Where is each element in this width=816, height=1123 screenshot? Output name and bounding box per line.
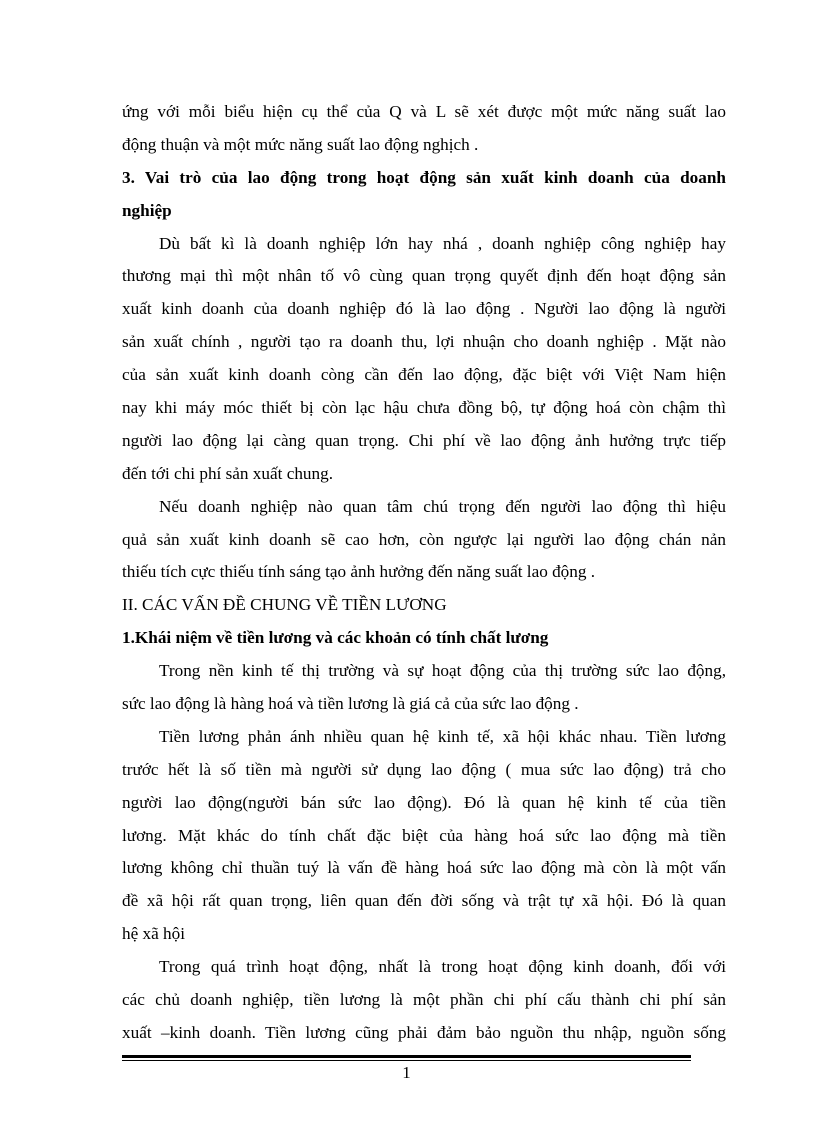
body-line-14: quả sản xuất kinh doanh sẽ cao hơn, còn ngược lại người lao động chán nản — [122, 529, 726, 549]
section-heading-3-continued: nghiệp — [122, 200, 172, 220]
body-line-13: Nếu doanh nghiệp nào quan tâm chú trọng đến người lao động thì hiệu — [159, 496, 726, 516]
subsection-heading-1: 1.Khái niệm về tiền lương và các khoản có tính chất lương — [122, 628, 549, 648]
body-line-9: của sản xuất kinh doanh còng cần đến lao động, đặc biệt với Việt Nam hiện — [122, 365, 726, 385]
body-line-23: lương. Mặt khác do tính chất đặc biệt của hàng hoá sức lao động mà tiền — [122, 825, 726, 845]
body-line-21: trước hết là số tiền mà người sử dụng lao động ( mua sức lao động) trả cho — [122, 759, 726, 779]
section-heading-ii: II. CÁC VẤN ĐỀ CHUNG VỀ TIỀN LƯƠNG — [122, 595, 447, 615]
body-line-18: Trong nền kinh tế thị trường và sự hoạt động của thị trường sức lao động, — [159, 661, 726, 681]
body-line-6: thương mại thì một nhân tố vô cùng quan trọng quyết định đến hoạt động sản — [122, 266, 726, 286]
body-line-29: xuất –kinh doanh. Tiền lương cũng phải đảm bảo nguồn thu nhập, nguồn sống — [122, 1022, 726, 1042]
body-line-1: ứng với mỗi biểu hiện cụ thể của Q và L sẽ xét được một mức năng suất lao — [122, 102, 726, 121]
footer-divider-thin — [122, 1060, 691, 1061]
body-line-25: đề xã hội rất quan trọng, liên quan đến đời sống và trật tự xã hội. Đó là quan — [122, 891, 726, 911]
body-line-7: xuất kinh doanh của doanh nghiệp đó là lao động . Người lao động là người — [122, 299, 726, 319]
body-line-22: người lao động(người bán sức lao động). Đó là quan hệ kinh tế của tiền — [122, 792, 726, 812]
body-line-2: động thuận và một mức năng suất lao động nghịch . — [122, 134, 479, 154]
body-line-5: Dù bất kì là doanh nghiệp lớn hay nhá , doanh nghiệp công nghiệp hay — [159, 233, 726, 253]
body-line-27: Trong quá trình hoạt động, nhất là trong hoạt động kinh doanh, đối với — [159, 957, 726, 977]
section-heading-3: 3. Vai trò của lao động trong hoạt động sản xuất kinh doanh của doanh — [122, 167, 726, 187]
body-line-12: đến tới chi phí sản xuất chung. — [122, 463, 334, 483]
footer-divider-thick — [122, 1055, 691, 1058]
body-line-26: hệ xã hội — [122, 924, 186, 944]
body-line-10: nay khi máy móc thiết bị còn lạc hậu chưa đồng bộ, tự động hoá còn chậm thì — [122, 398, 726, 418]
body-line-28: các chủ doanh nghiệp, tiền lương là một phần chi phí cấu thành chi phí sản — [122, 990, 726, 1010]
body-line-20: Tiền lương phản ánh nhiều quan hệ kinh tế, xã hội khác nhau. Tiền lương — [159, 726, 726, 746]
page-number: 1 — [402, 1063, 411, 1082]
body-line-19: sức lao động là hàng hoá và tiền lương là giá cả của sức lao động . — [122, 694, 579, 714]
document-body — [122, 96, 726, 1050]
body-line-11: người lao động lại càng quan trọng. Chi phí về lao động ảnh hưởng trực tiếp — [122, 430, 726, 450]
body-line-8: sản xuất chính , người tạo ra doanh thu, lợi nhuận cho doanh nghiệp . Mặt nào — [122, 332, 726, 352]
body-line-24: lương không chỉ thuần tuý là vấn đề hàng hoá sức lao động mà còn là một vấn — [122, 858, 726, 878]
body-line-15: thiếu tích cực thiếu tính sáng tạo ảnh hưởng đến năng suất lao động . — [122, 562, 596, 582]
